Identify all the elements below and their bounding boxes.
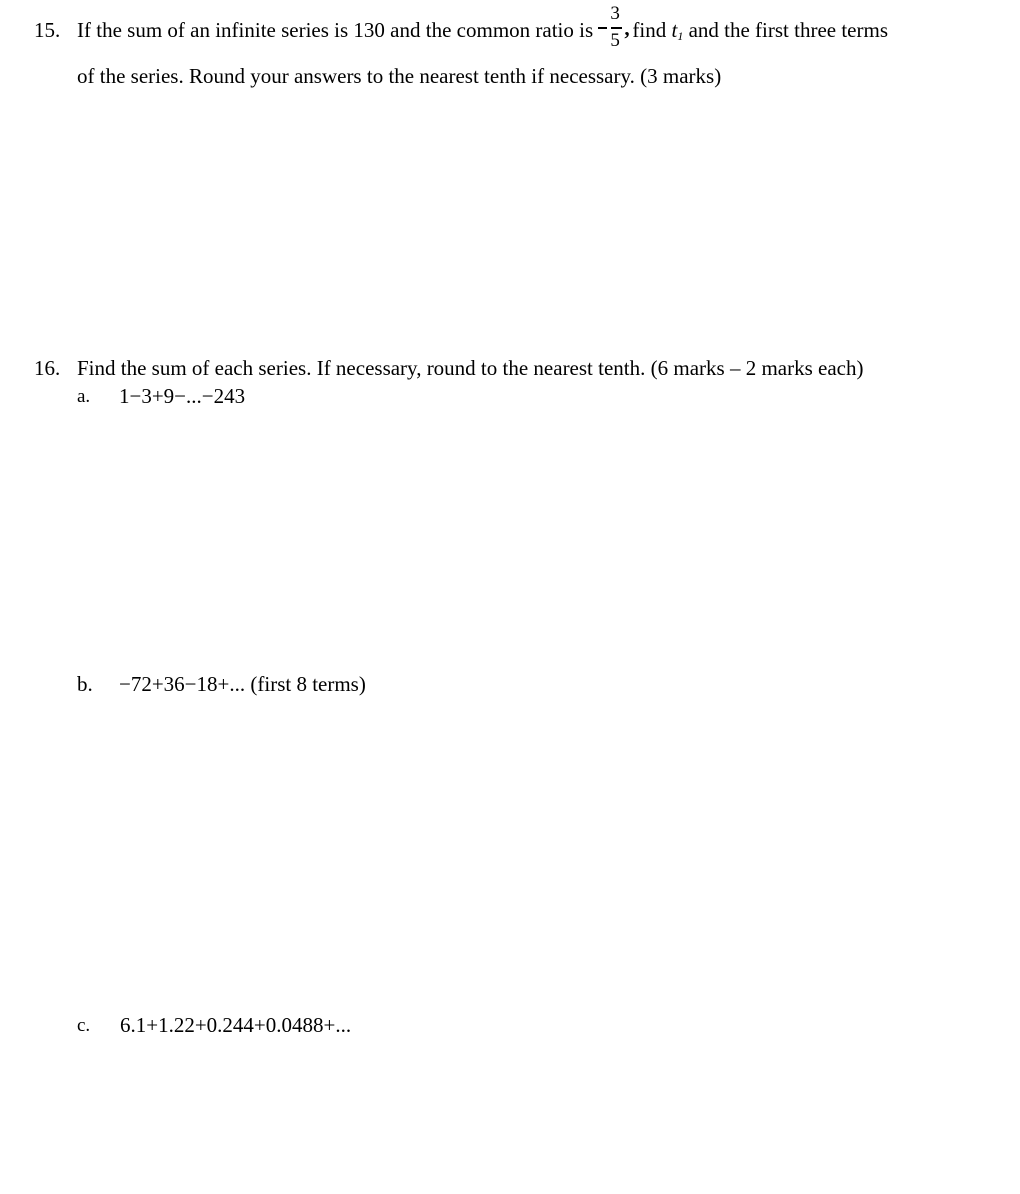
part-b-expression-text: (first 8 terms)	[245, 672, 366, 696]
fraction-comma: ,	[624, 16, 630, 40]
part-c-expression: 6.1+1.22+0.244+0.0488+...	[120, 1013, 352, 1037]
common-ratio-fraction	[598, 3, 632, 51]
part-b-label: b.	[77, 672, 93, 696]
part-b-expression-math: −72+36−18+...	[119, 672, 246, 696]
question-15-line-2: of the series. Round your answers to the nearest tenth if necessary. (3 marks)	[77, 64, 722, 88]
question-15-text-after-term: and the first three terms	[688, 18, 888, 42]
part-b-expression	[119, 672, 366, 697]
part-a-expression: 1−3+9−...−243	[119, 384, 246, 408]
fraction-bar	[611, 27, 622, 29]
term-variable-subscript: 1	[677, 29, 684, 43]
fraction-numerator: 3	[610, 3, 620, 24]
fraction-minus-sign	[598, 27, 607, 29]
term-variable	[671, 18, 683, 42]
question-15-line-1	[34, 3, 888, 51]
question-15-number: 15.	[34, 18, 61, 42]
fraction-denominator: 5	[610, 30, 620, 51]
question-15-text-before-ratio: If the sum of an infinite series is 130 and the common ratio is	[77, 18, 594, 42]
term-variable-letter: t	[671, 18, 678, 42]
question-16-prompt: Find the sum of each series. If necessary, round to the nearest tenth. (6 marks – 2 marks each)	[77, 356, 864, 380]
part-a-label: a.	[77, 386, 91, 407]
part-c-label: c.	[77, 1015, 91, 1036]
question-15-text-find: find	[632, 18, 667, 42]
question-16-prompt-line	[34, 356, 863, 381]
question-16-number: 16.	[34, 356, 61, 380]
